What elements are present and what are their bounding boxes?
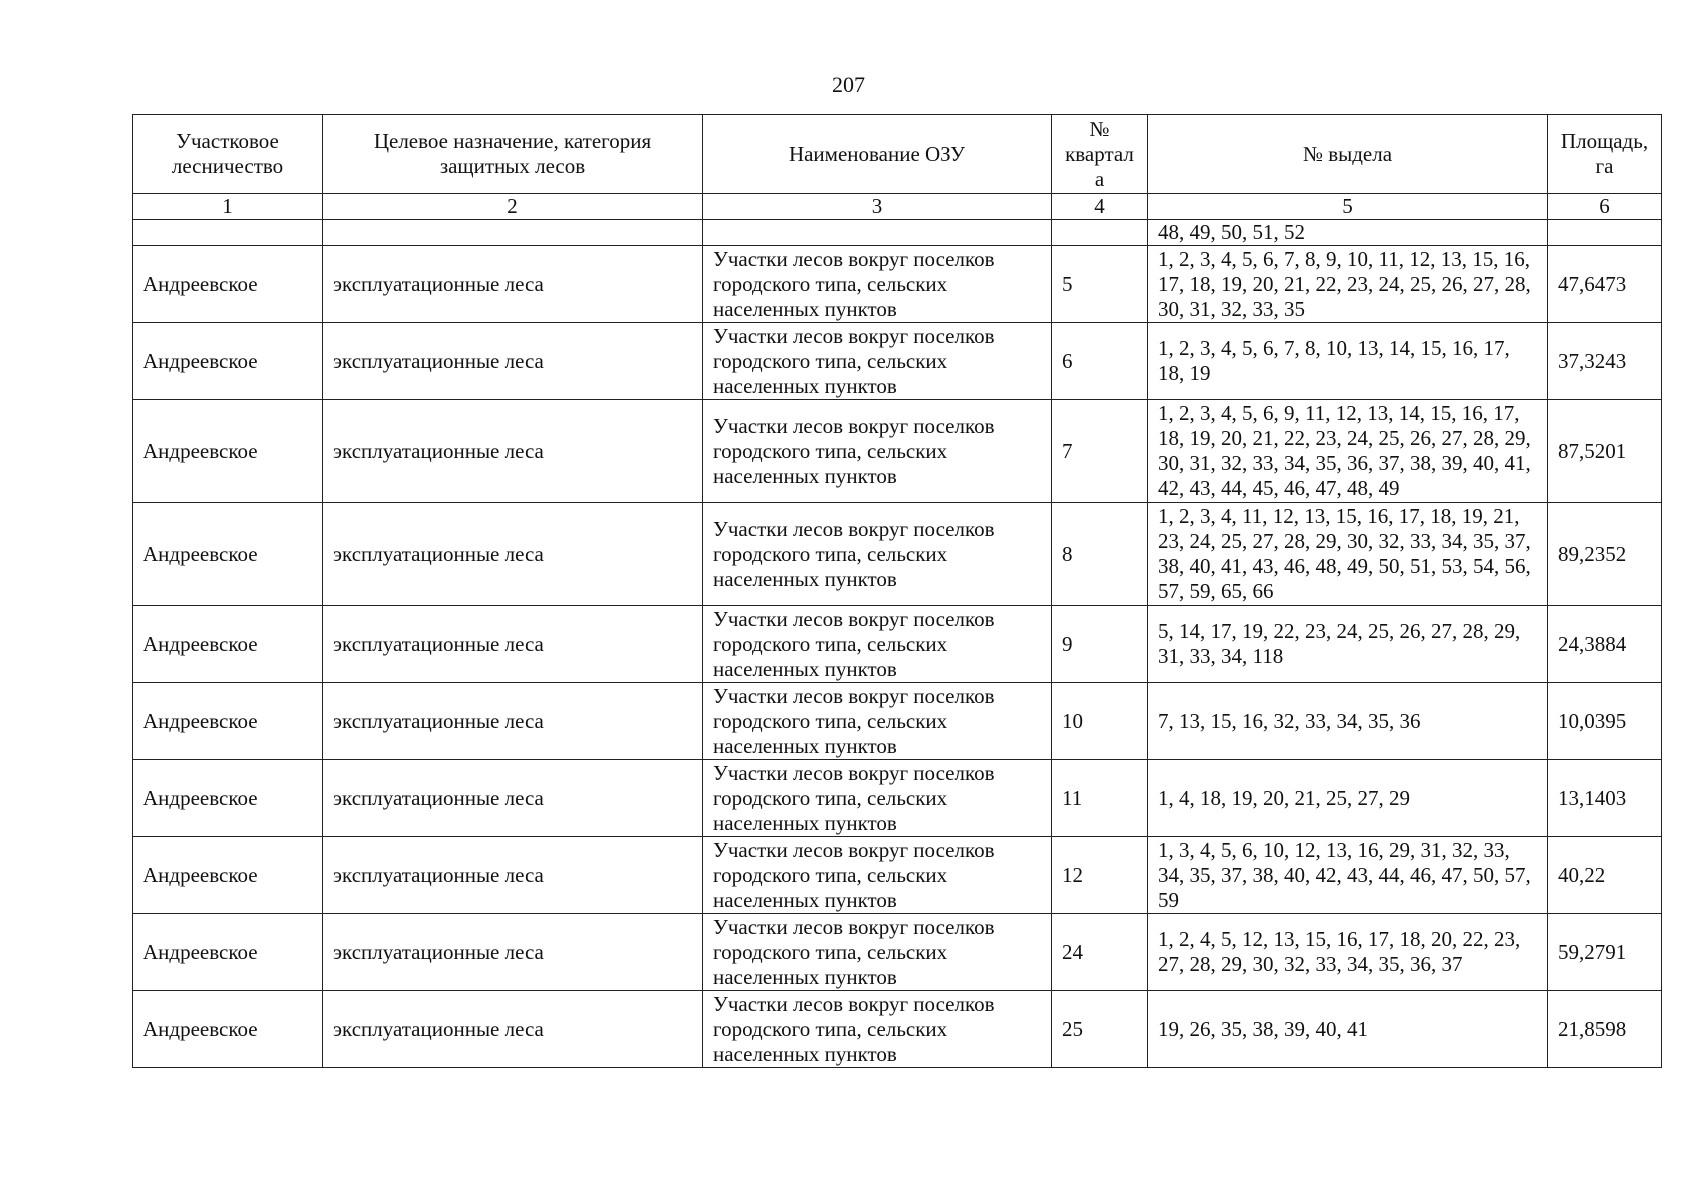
cell-area: 10,0395 — [1548, 683, 1662, 760]
cell-forestry: Андреевское — [133, 760, 323, 837]
cell-forestry: Андреевское — [133, 991, 323, 1068]
cell-purpose: эксплуатационные леса — [323, 400, 703, 503]
header-purpose: Целевое назначение, категория защитных лесов — [323, 115, 703, 194]
cell-ozu-name: Участки лесов вокруг поселков городского типа, сельских населенных пунктов — [703, 503, 1052, 606]
table-row — [133, 400, 1662, 503]
cell-area: 47,6473 — [1548, 246, 1662, 323]
cell-quarter: 5 — [1052, 246, 1148, 323]
header-forestry: Участковое лесничество — [133, 115, 323, 194]
cell-ozu-name: Участки лесов вокруг поселков городского типа, сельских населенных пунктов — [703, 323, 1052, 400]
cell-plots: 1, 3, 4, 5, 6, 10, 12, 13, 16, 29, 31, 32, 33, 34, 35, 37, 38, 40, 42, 43, 44, 46, 47, 50, 57, 59 — [1148, 837, 1548, 914]
cell-plots: 1, 2, 3, 4, 5, 6, 9, 11, 12, 13, 14, 15, 16, 17, 18, 19, 20, 21, 22, 23, 24, 25, 26, 27, 28, 29, 30, 31, 32, 33, 34, 35, 36, 37, 38, 39, 40, 41, 42, 43, 44, 45, 46, 47, 48, 49 — [1148, 400, 1548, 503]
table-row — [133, 914, 1662, 991]
cell-plots: 1, 2, 3, 4, 5, 6, 7, 8, 9, 10, 11, 12, 13, 15, 16, 17, 18, 19, 20, 21, 22, 23, 24, 25, 26, 27, 28, 30, 31, 32, 33, 35 — [1148, 246, 1548, 323]
cell-area: 13,1403 — [1548, 760, 1662, 837]
cell-purpose: эксплуатационные леса — [323, 606, 703, 683]
cell-forestry: Андреевское — [133, 683, 323, 760]
column-number: 6 — [1548, 194, 1662, 220]
cell-purpose: эксплуатационные леса — [323, 991, 703, 1068]
cell-purpose: эксплуатационные леса — [323, 683, 703, 760]
cell-purpose: эксплуатационные леса — [323, 914, 703, 991]
column-number: 3 — [703, 194, 1052, 220]
cell-purpose — [323, 220, 703, 246]
cell-ozu-name — [703, 220, 1052, 246]
cell-ozu-name: Участки лесов вокруг поселков городского типа, сельских населенных пунктов — [703, 606, 1052, 683]
cell-area: 40,22 — [1548, 837, 1662, 914]
cell-quarter — [1052, 220, 1148, 246]
cell-area: 89,2352 — [1548, 503, 1662, 606]
cell-plots: 1, 4, 18, 19, 20, 21, 25, 27, 29 — [1148, 760, 1548, 837]
cell-forestry — [133, 220, 323, 246]
header-plots: № выдела — [1148, 115, 1548, 194]
cell-plots: 1, 2, 3, 4, 5, 6, 7, 8, 10, 13, 14, 15, 16, 17, 18, 19 — [1148, 323, 1548, 400]
cell-area: 59,2791 — [1548, 914, 1662, 991]
cell-plots: 7, 13, 15, 16, 32, 33, 34, 35, 36 — [1148, 683, 1548, 760]
cell-forestry: Андреевское — [133, 246, 323, 323]
cell-plots: 48, 49, 50, 51, 52 — [1148, 220, 1548, 246]
cell-ozu-name: Участки лесов вокруг поселков городского типа, сельских населенных пунктов — [703, 760, 1052, 837]
cell-quarter: 11 — [1052, 760, 1148, 837]
cell-forestry: Андреевское — [133, 400, 323, 503]
cell-plots: 1, 2, 3, 4, 11, 12, 13, 15, 16, 17, 18, 19, 21, 23, 24, 25, 27, 28, 29, 30, 32, 33, 34, 35, 37, 38, 40, 41, 43, 46, 48, 49, 50, 51, 53, 54, 56, 57, 59, 65, 66 — [1148, 503, 1548, 606]
cell-area: 24,3884 — [1548, 606, 1662, 683]
forest-plots-table — [132, 114, 1662, 1068]
cell-forestry: Андреевское — [133, 606, 323, 683]
table-row — [133, 246, 1662, 323]
cell-plots: 1, 2, 4, 5, 12, 13, 15, 16, 17, 18, 20, 22, 23, 27, 28, 29, 30, 32, 33, 34, 35, 36, 37 — [1148, 914, 1548, 991]
column-number: 5 — [1148, 194, 1548, 220]
cell-quarter: 12 — [1052, 837, 1148, 914]
table-row — [133, 683, 1662, 760]
cell-area: 21,8598 — [1548, 991, 1662, 1068]
cell-forestry: Андреевское — [133, 837, 323, 914]
cell-ozu-name: Участки лесов вокруг поселков городского типа, сельских населенных пунктов — [703, 991, 1052, 1068]
cell-quarter: 6 — [1052, 323, 1148, 400]
table-header-row — [133, 115, 1662, 194]
cell-quarter: 25 — [1052, 991, 1148, 1068]
continuation-row — [133, 220, 1662, 246]
cell-ozu-name: Участки лесов вокруг поселков городского типа, сельских населенных пунктов — [703, 914, 1052, 991]
cell-plots: 5, 14, 17, 19, 22, 23, 24, 25, 26, 27, 28, 29, 31, 33, 34, 118 — [1148, 606, 1548, 683]
table-row — [133, 991, 1662, 1068]
cell-forestry: Андреевское — [133, 503, 323, 606]
cell-purpose: эксплуатационные леса — [323, 503, 703, 606]
header-quarter: № квартал а — [1052, 115, 1148, 194]
cell-purpose: эксплуатационные леса — [323, 837, 703, 914]
cell-forestry: Андреевское — [133, 323, 323, 400]
cell-quarter: 24 — [1052, 914, 1148, 991]
cell-quarter: 7 — [1052, 400, 1148, 503]
column-number-row — [133, 194, 1662, 220]
cell-quarter: 8 — [1052, 503, 1148, 606]
cell-area: 37,3243 — [1548, 323, 1662, 400]
column-number: 1 — [133, 194, 323, 220]
page-number: 207 — [832, 72, 865, 97]
cell-area — [1548, 220, 1662, 246]
table-row — [133, 760, 1662, 837]
cell-plots: 19, 26, 35, 38, 39, 40, 41 — [1148, 991, 1548, 1068]
cell-purpose: эксплуатационные леса — [323, 323, 703, 400]
table-row — [133, 606, 1662, 683]
header-ozu-name: Наименование ОЗУ — [703, 115, 1052, 194]
header-area: Площадь, га — [1548, 115, 1662, 194]
cell-forestry: Андреевское — [133, 914, 323, 991]
table-row — [133, 323, 1662, 400]
cell-area: 87,5201 — [1548, 400, 1662, 503]
cell-ozu-name: Участки лесов вокруг поселков городского типа, сельских населенных пунктов — [703, 400, 1052, 503]
cell-ozu-name: Участки лесов вокруг поселков городского типа, сельских населенных пунктов — [703, 246, 1052, 323]
cell-quarter: 9 — [1052, 606, 1148, 683]
column-number: 2 — [323, 194, 703, 220]
cell-ozu-name: Участки лесов вокруг поселков городского типа, сельских населенных пунктов — [703, 683, 1052, 760]
column-number: 4 — [1052, 194, 1148, 220]
cell-purpose: эксплуатационные леса — [323, 246, 703, 323]
cell-quarter: 10 — [1052, 683, 1148, 760]
cell-ozu-name: Участки лесов вокруг поселков городского типа, сельских населенных пунктов — [703, 837, 1052, 914]
cell-purpose: эксплуатационные леса — [323, 760, 703, 837]
table-row — [133, 503, 1662, 606]
table-row — [133, 837, 1662, 914]
